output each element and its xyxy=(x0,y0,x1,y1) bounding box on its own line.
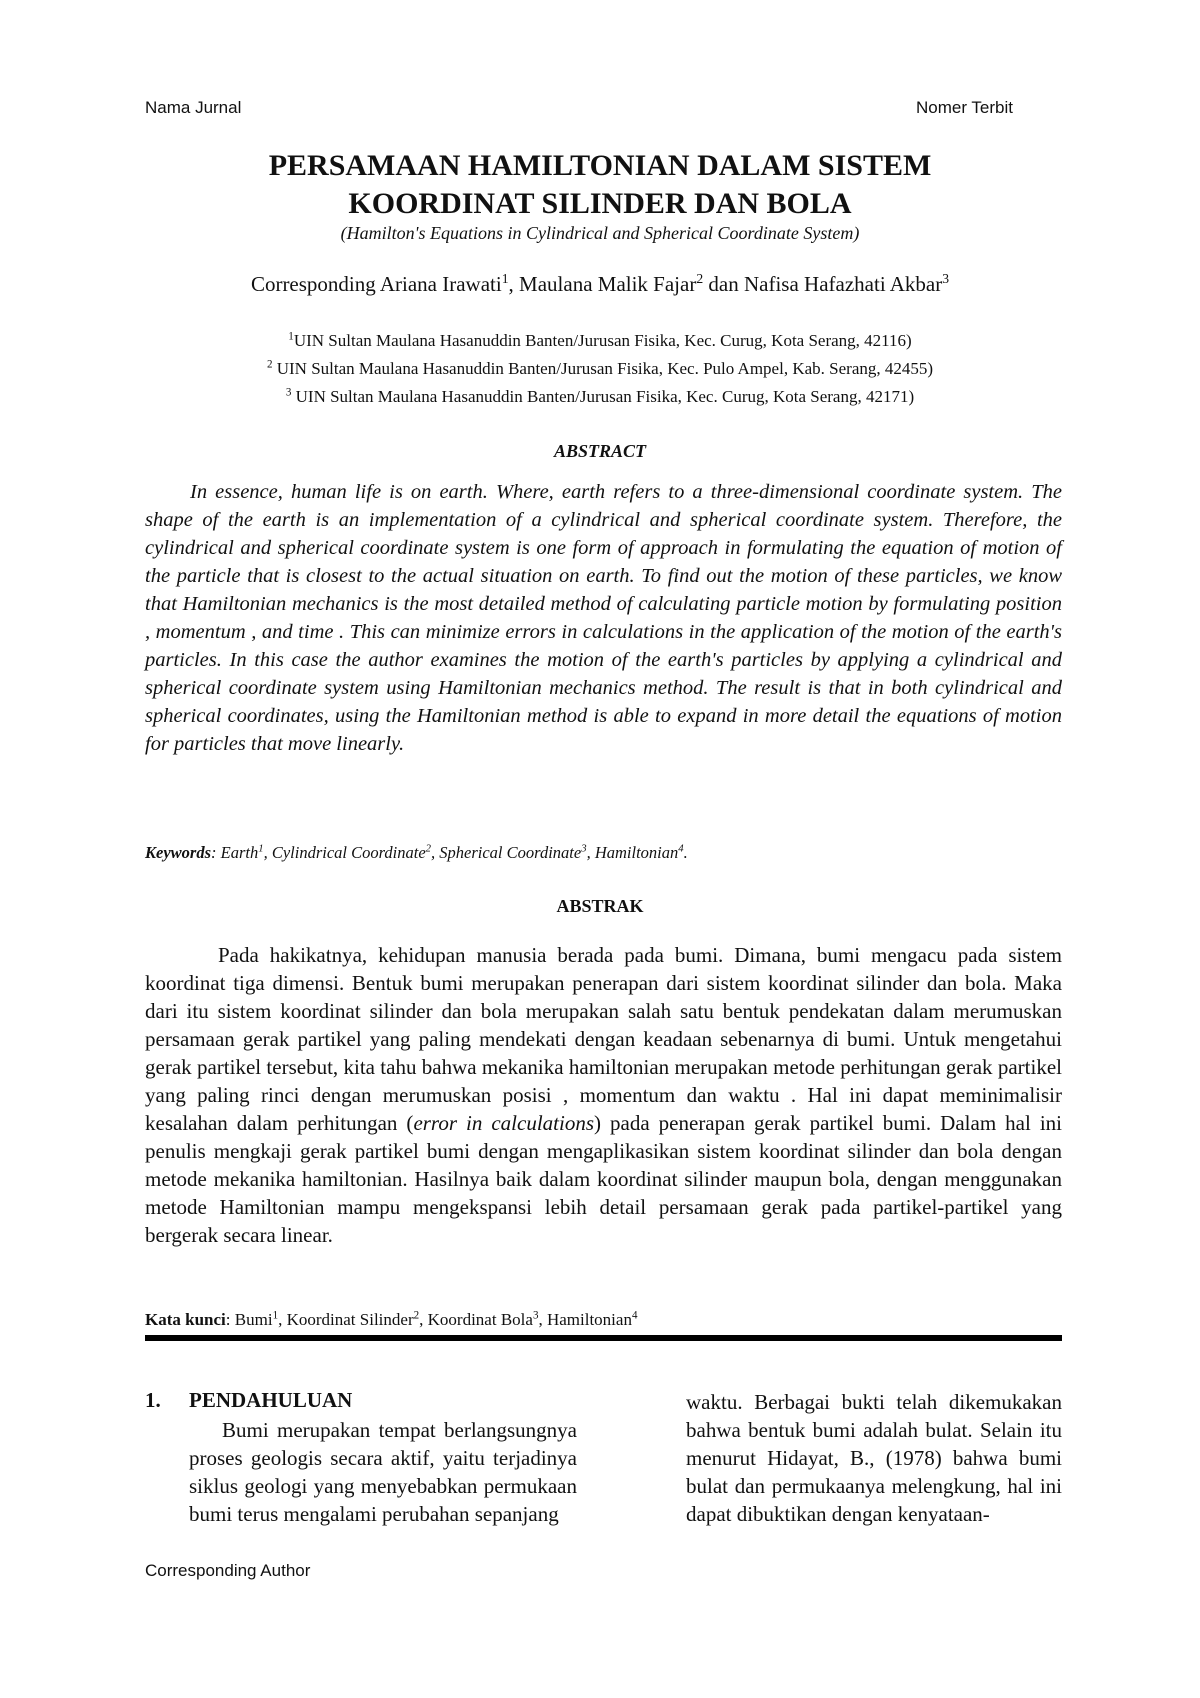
abstract-indonesian-text: ) pada penerapan gerak partikel bumi. Dalam hal ini penulis mengkaji gerak partikel bumi dengan mengaplikasikan sistem koordinat silinder dan bola dengan metode mekanika hamiltonian. Hasilnya baik dalam koordinat silinder maupun bola, dengan menggunakan metode Hamiltonian mampu mengekspansi lebih detail persamaan gerak pada partikel-partikel yang bergerak secara linear. xyxy=(145,1111,1063,1247)
affiliation-text: UIN Sultan Maulana Hasanuddin Banten/Jurusan Fisika, Kec. Curug, Kota Serang, 42116) xyxy=(293,331,912,350)
author-2: Maulana Malik Fajar xyxy=(519,272,697,296)
body-column-left xyxy=(189,1416,577,1528)
author-1: Ariana Irawati xyxy=(379,272,502,296)
keyword: Koordinat Bola xyxy=(427,1310,533,1329)
section-title: PENDAHULUAN xyxy=(189,1388,353,1412)
keyword-mark: 1 xyxy=(272,1309,279,1322)
keywords-english: Keywords: Earth$^1$, Cylindrical Coordinate$^2$, Spherical Coordinate$^3$, Hamiltonian$^4$. xyxy=(145,842,688,862)
keyword-mark: 4 xyxy=(678,842,684,855)
affiliation-text: UIN Sultan Maulana Hasanuddin Banten/Jurusan Fisika, Kec. Pulo Ampel, Kab. Serang, 42455) xyxy=(272,359,934,378)
abstract-indonesian-body xyxy=(145,941,1062,1249)
keywords-label: Keywords xyxy=(145,843,211,862)
keyword-mark: 4 xyxy=(631,1309,638,1322)
kata-kunci-label: Kata kunci xyxy=(145,1310,226,1329)
affiliation-3 xyxy=(0,384,1200,410)
abstract-indonesian-italic: error in calculations xyxy=(413,1111,595,1135)
affiliation-mark: 1 xyxy=(288,330,294,343)
keyword: Hamiltonian xyxy=(546,1310,632,1329)
author-list xyxy=(0,272,1200,297)
affiliation-mark: 2 xyxy=(266,358,273,371)
journal-name: Nama Jurnal xyxy=(145,98,242,117)
body-paragraph: waktu. Berbagai bukti telah dikemukakan bahwa bentuk bumi adalah bulat. Selain itu menurut Hidayat, B., (1978) bahwa bumi bulat dan permukaanya melengkung, hal ini dapat dibuktikan dengan kenyataan- xyxy=(686,1390,1062,1526)
paper-title-line2: KOORDINAT SILINDER DAN BOLA xyxy=(348,187,852,220)
footnote: Corresponding Author xyxy=(145,1561,311,1580)
affiliation-mark: 3 xyxy=(285,386,292,399)
abstract-indonesian-text: Pada hakikatnya, kehidupan manusia berada pada bumi. Dimana, bumi mengacu pada sistem koordinat tiga dimensi. Bentuk bumi merupakan penerapan dari sistem koordinat silinder dan bola. Maka dari itu sistem koordinat silinder dan bola merupakan salah satu bentuk pendekatan dalam merumuskan persamaan gerak partikel yang paling mendekati dengan keadaan sebenarnya di bumi. Untuk mengetahui gerak partikel tersebut, kita tahu bahwa mekanika hamiltonian merupakan metode perhitungan gerak partikel yang paling rinci dengan merumuskan posisi , momentum dan waktu . Hal ini dapat meminimalisir kesalahan dalam perhitungan ( xyxy=(145,943,1062,1135)
abstrak-heading: ABSTRAK xyxy=(556,896,644,916)
keyword: Earth xyxy=(220,843,259,862)
author-3: Nafisa Hafazhati Akbar xyxy=(743,272,943,296)
paper-title-line1: PERSAMAAN HAMILTONIAN DALAM SISTEM xyxy=(268,149,932,182)
body-column-right xyxy=(686,1388,1062,1528)
affiliation-1 xyxy=(0,328,1200,354)
author-3-mark: 3 xyxy=(942,271,950,286)
author-1-mark: 1 xyxy=(501,271,509,286)
author-separator: dan xyxy=(703,272,744,296)
abstract-english-body: In essence, human life is on earth. Where, earth refers to a three-dimensional coordinate system. The shape of the earth is an implementation of a cylindrical and spherical coordinate system. Therefore, the cylindrical and spherical coordinate system is one form of approach in formulating the equation of motion of the particle that is closest to the actual situation on earth. To find out the motion of these particles, we know that Hamiltonian mechanics is the most detailed method of calculating particle motion by formulating position , momentum , and time . This can minimize errors in calculations in the application of the motion of the earth's particles. In this case the author examines the motion of the earth's particles by applying a cylindrical and spherical coordinate system using Hamiltonian mechanics method. The result is that in both cylindrical and spherical coordinates, using the Hamiltonian method is able to expand in more detail the equations of motion for particles that move linearly. xyxy=(145,481,1062,755)
keyword: Cylindrical Coordinate xyxy=(271,843,426,862)
author-2-mark: 2 xyxy=(696,271,704,286)
keywords-indonesian: Kata kunci: Bumi$^1$, Koordinat Silinder$^2$, Koordinat Bola$^3$, Hamiltonian$^4$ xyxy=(145,1309,638,1329)
abstract-english xyxy=(145,478,1062,758)
keyword-mark: 3 xyxy=(581,842,587,855)
keyword: Koordinat Silinder xyxy=(286,1310,414,1329)
keyword-mark: 2 xyxy=(425,842,432,855)
affiliation-text: UIN Sultan Maulana Hasanuddin Banten/Jurusan Fisika, Kec. Curug, Kota Serang, 42171) xyxy=(291,387,915,406)
author-prefix: Corresponding xyxy=(250,272,380,296)
keyword: Bumi xyxy=(234,1310,273,1329)
author-separator: , xyxy=(508,272,520,296)
affiliation-2 xyxy=(0,356,1200,382)
keyword-mark: 1 xyxy=(258,842,264,855)
section-divider xyxy=(145,1335,1062,1341)
section-number: 1. xyxy=(145,1388,161,1412)
body-paragraph: Bumi merupakan tempat berlangsungnya proses geologis secara aktif, yaitu terjadinya siklus geologi yang menyebabkan permukaan bumi terus mengalami perubahan sepanjang xyxy=(189,1418,577,1526)
keyword-mark: 3 xyxy=(532,1309,539,1322)
section-heading xyxy=(145,1388,352,1413)
english-title-text: Hamilton's Equations in Cylindrical and Spherical Coordinate System xyxy=(346,223,854,243)
issue-number: Nomer Terbit xyxy=(916,98,1013,117)
abstract-heading: ABSTRACT xyxy=(553,441,647,461)
paper-english-title: (Hamilton's Equations in Cylindrical and Spherical Coordinate System) xyxy=(340,223,860,243)
abstract-indonesian xyxy=(145,941,1062,1249)
keyword: Hamiltonian xyxy=(594,843,679,862)
keyword-mark: 2 xyxy=(413,1309,420,1322)
keyword: Spherical Coordinate xyxy=(439,843,582,862)
